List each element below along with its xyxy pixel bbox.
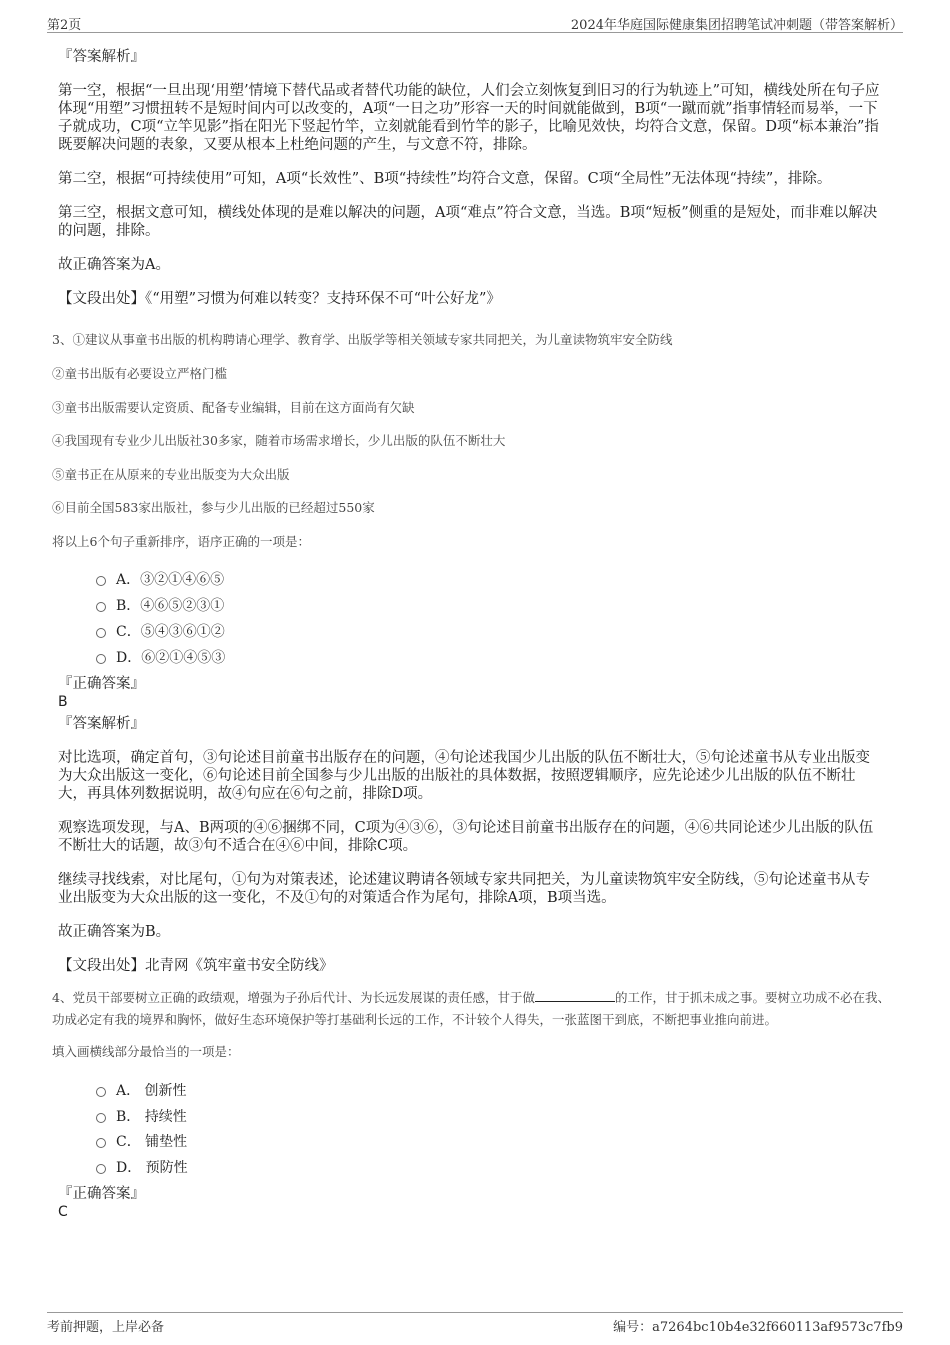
page-footer — [47, 1312, 903, 1335]
q3-option-c[interactable] — [96, 621, 225, 641]
radio-icon[interactable] — [96, 1113, 106, 1123]
option-label: B．④⑥⑤②③① — [116, 598, 225, 614]
q3-sentence-6: ⑥目前全国583家出版社，参与少儿出版的已经超过550家 — [52, 500, 375, 515]
q3-sentence-5: ⑤童书正在从原来的专业出版变为大众出版 — [52, 467, 290, 482]
q3-sentence-1: 3、①建议从事童书出版的机构聘请心理学、教育学、出版学等相关领域专家共同把关，为儿童读物筑牢安全防线 — [52, 332, 673, 347]
footer-slogan: 考前押题，上岸必备 — [47, 1320, 165, 1335]
option-label: D． 预防性 — [116, 1160, 188, 1176]
option-label: D．⑥②①④⑤③ — [116, 650, 226, 666]
q2-analysis-p3: 第三空，根据文意可知，横线处体现的是难以解决的问题，A项“难点”符合文意，当选。B项“短板”侧重的是短处，而非难以解决的问题，排除。 — [58, 205, 878, 239]
q4-option-a[interactable] — [96, 1080, 187, 1100]
q4-stem-after: 的工作，甘于抓未成之事。要树立功成不必在我、功成必定有我的境界和胸怀，做好生态环境保护等打基础利长远的工作，不计较个人得失，一张蓝图干到底，不断把事业推向前进。 — [52, 990, 890, 1027]
q3-conclusion: 故正确答案为B。 — [58, 924, 171, 940]
radio-icon[interactable] — [96, 1087, 106, 1097]
option-label: C． 铺垫性 — [116, 1134, 188, 1150]
q3-source: 【文段出处】北青网《筑牢童书安全防线》 — [58, 958, 334, 974]
page-number: 第2页 — [47, 18, 82, 33]
document-title: 2024年华庭国际健康集团招聘笔试冲刺题（带答案解析） — [570, 18, 903, 33]
q3-analysis-p2: 观察选项发现，与A、B两项的④⑥捆绑不同，C项为④③⑥，③句论述目前童书出版存在的问题，④⑥共同论述少儿出版的队伍不断壮大的话题，故③句不适合在④⑥中间，排除C项。 — [58, 820, 874, 854]
q3-analysis-title: 『答案解析』 — [58, 716, 145, 732]
q4-correct-title: 『正确答案』 — [58, 1186, 145, 1202]
q2-source: 【文段出处】《“用塑”习惯为何难以转变？支持环保不可“叶公好龙”》 — [58, 291, 501, 307]
q3-sentence-4: ④我国现有专业少儿出版社30多家，随着市场需求增长，少儿出版的队伍不断壮大 — [52, 433, 506, 448]
document-id: 编号：a7264bc10b4e32f660113af9573c7fb9 — [613, 1320, 903, 1335]
radio-icon[interactable] — [96, 576, 106, 586]
q4-stem-before: 4、党员干部要树立正确的政绩观，增强为子孙后代计、为长远发展谋的责任感，甘于做 — [52, 990, 535, 1005]
q3-sentence-2: ②童书出版有必要设立严格门槛 — [52, 366, 228, 381]
q3-option-a[interactable] — [96, 569, 224, 589]
q3-option-d[interactable] — [96, 647, 225, 667]
q2-analysis-p2: 第二空，根据“可持续使用”可知，A项“长效性”、B项“持续性”均符合文意，保留。C项“全局性”无法体现“持续”，排除。 — [58, 171, 832, 187]
q3-option-b[interactable] — [96, 595, 224, 615]
option-label: C．⑤④③⑥①② — [116, 624, 225, 640]
q4-correct-answer: C — [58, 1204, 68, 1220]
radio-icon[interactable] — [96, 654, 106, 664]
q2-analysis-title: 『答案解析』 — [58, 49, 145, 65]
fill-in-blank — [535, 989, 615, 1002]
radio-icon[interactable] — [96, 1164, 106, 1174]
radio-icon[interactable] — [96, 602, 106, 612]
q4-option-d[interactable] — [96, 1157, 188, 1177]
q3-analysis-p1: 对比选项，确定首句，③句论述目前童书出版存在的问题，④句论述我国少儿出版的队伍不断壮大，⑤句论述童书从专业出版变为大众出版这一变化，⑥句论述目前全国参与少儿出版的出版社的具体数据，按照逻辑顺序，应先论述少儿出版的队伍不断壮大，再具体列数据说明，故④句应在⑥句之前，排除D项。 — [58, 750, 870, 802]
option-label: A．③②①④⑥⑤ — [116, 572, 225, 588]
q3-sentence-3: ③童书出版需要认定资质、配备专业编辑，目前在这方面尚有欠缺 — [52, 400, 415, 415]
q4-prompt: 填入画横线部分最恰当的一项是： — [52, 1044, 240, 1059]
radio-icon[interactable] — [96, 628, 106, 638]
q4-stem — [52, 987, 902, 1031]
page-header — [47, 12, 903, 33]
q3-analysis-p3: 继续寻找线索，对比尾句，①句为对策表述，论述建议聘请各领域专家共同把关，为儿童读物筑牢安全防线，⑤句论述童书从专业出版变为大众出版的这一变化，不及①句的对策适合作为尾句，排除A项，B项当选。 — [58, 872, 870, 906]
option-label: A． 创新性 — [116, 1083, 187, 1099]
q4-option-b[interactable] — [96, 1106, 187, 1126]
option-label: B． 持续性 — [116, 1109, 187, 1125]
q4-option-c[interactable] — [96, 1131, 187, 1151]
q3-correct-title: 『正确答案』 — [58, 676, 145, 692]
q3-prompt: 将以上6个句子重新排序，语序正确的一项是： — [52, 534, 310, 549]
q2-conclusion: 故正确答案为A。 — [58, 257, 170, 273]
radio-icon[interactable] — [96, 1138, 106, 1148]
q2-analysis-p1: 第一空，根据“一旦出现‘用塑’情境下替代品或者替代功能的缺位，人们会立刻恢复到旧习的行为轨迹上”可知，横线处所在句子应体现“用塑”习惯扭转不是短时间内可以改变的，A项“一日之功”形容一天的时间就能做到，B项“一蹴而就”指事情轻而易举，一下子就成功，C项“立竿见影”指在阳光下竖起竹竿，立刻就能看到竹竿的影子，比喻见效快，均符合文意，保留。D项“标本兼治”指既要解决问题的表象，又要从根本上杜绝问题的产生，与文意不符，排除。 — [58, 83, 880, 153]
q3-correct-answer: B — [58, 694, 68, 710]
